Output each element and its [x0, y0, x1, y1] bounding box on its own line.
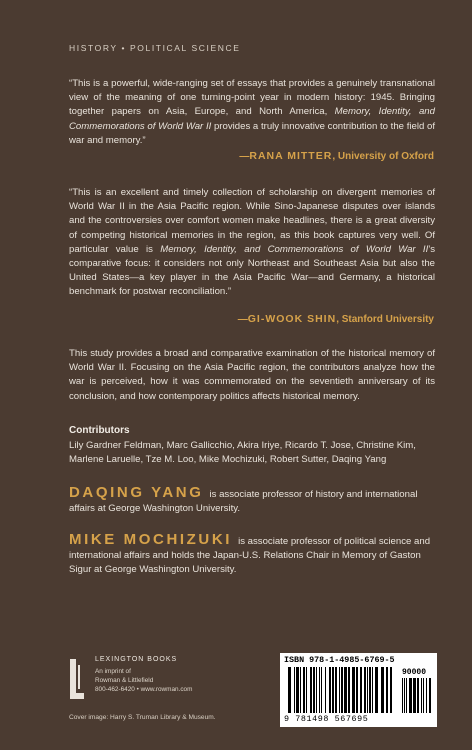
barcode-bar: [429, 678, 431, 713]
barcode-bar: [409, 678, 412, 713]
barcode-bar: [386, 667, 388, 713]
publisher-parent: Rowman & Littlefield: [95, 677, 154, 684]
barcode-bar: [381, 667, 384, 713]
barcode-bar: [423, 678, 424, 713]
quote-text: “This is a powerful, wide-ranging set of essays that provides a genuinely transnational view of the meaning of one turning-point year in modern history: 1945. Bringing together papers on Asia, Europe, and North America,: [69, 78, 435, 118]
isbn-text: ISBN 978-1-4985-6769-5: [284, 655, 395, 665]
category-line: HISTORY • POLITICAL SCIENCE: [69, 43, 241, 53]
barcode-bar: [335, 667, 337, 713]
barcode-bar: [341, 667, 343, 713]
price-code: 90000: [402, 668, 427, 677]
barcode-bar: [402, 678, 403, 713]
barcode-bar: [426, 678, 427, 713]
barcode-bar: [375, 667, 378, 713]
barcode-bar: [332, 667, 334, 713]
author-name: DAQING YANG: [69, 484, 204, 501]
addon-barcode-bars: [402, 678, 432, 713]
review-quote-2: [69, 186, 435, 300]
book-description: This study provides a broad and comparative examination of the historical memory of World War II. Focusing on the Asia Pacific region, the contributors analyze how the war is perceived, how it was commemorated on the seventieth anniversary of its conclusion, and how contemporary politics affects historical memory.: [69, 348, 435, 402]
barcode-bar: [367, 667, 368, 713]
barcode-bar: [372, 667, 373, 713]
barcode-bar: [352, 667, 355, 713]
publisher-imprint: An imprint of: [95, 668, 131, 675]
barcode-bar: [329, 667, 331, 713]
author-bio: is associate professor of history and international affairs at George Washington University.: [69, 489, 418, 515]
barcode-bar: [294, 667, 295, 713]
barcode-bar: [306, 667, 307, 713]
reviewer-affiliation: , Stanford University: [336, 314, 434, 325]
barcode-bar: [356, 667, 358, 713]
quote-text: provides a truly innovative contribution to the field of war and memory.”: [69, 120, 435, 146]
contributors-list: Lily Gardner Feldman, Marc Gallicchio, Akira Iriye, Ricardo T. Jose, Christine Kim, Marlene Laruelle, Tze M. Loo, Mike Mochizuki, Robert Sutter, Daqing Yang: [69, 440, 416, 466]
reviewer-affiliation: , University of Oxford: [332, 151, 434, 162]
barcode-bar: [339, 667, 340, 713]
quote-text: “This is an excellent and timely collection of scholarship on divergent memories of World War II in the Asia Pacific region. While Sino-Japanese disputes over islands and the controversies over comfort women make headlines, there is a great diversity of competing historical memories in the region, as this book captures very well. Of particular value is: [69, 187, 435, 255]
quote-attribution-1: [239, 150, 434, 162]
author-name: MIKE MOCHIZUKI: [69, 531, 233, 548]
author-bio-1: [69, 486, 435, 516]
barcode-bar: [417, 678, 419, 713]
barcode-bar: [360, 667, 362, 713]
barcode-bar: [321, 667, 322, 713]
barcode-bar: [344, 667, 347, 713]
barcode-bar: [313, 667, 315, 713]
barcode-bar: [369, 667, 371, 713]
lexington-logo-icon: [69, 659, 85, 699]
ean-barcode-bars: [288, 667, 396, 713]
quote-text: ’s comparative focus: it considers not only Northeast and Southeast Asia but also the United States—a key player in the Asia Pacific War—and Germany, a historical benchmark for postwar reconciliation.”: [69, 243, 435, 298]
publisher-contact: 800-462-6420 • www.rowman.com: [95, 686, 193, 693]
barcode-bar: [348, 667, 350, 713]
barcode-bar: [316, 667, 317, 713]
barcode-bar: [319, 667, 320, 713]
ean-number: 9 781498 567695: [284, 714, 369, 724]
quote-attribution-2: [238, 313, 434, 325]
barcode-bar: [364, 667, 366, 713]
barcode-bar: [325, 667, 326, 713]
barcode-bar: [288, 667, 291, 713]
book-title: Memory, Identity, and Commemorations of World War II: [69, 106, 435, 132]
barcode: [280, 653, 437, 727]
barcode-bar: [310, 667, 312, 713]
dash: —: [239, 151, 250, 162]
barcode-bar: [303, 667, 305, 713]
barcode-bar: [413, 678, 416, 713]
review-quote-1: [69, 77, 435, 148]
reviewer-name: RANA MITTER: [249, 150, 333, 162]
barcode-bar: [404, 678, 405, 713]
barcode-bar: [406, 678, 407, 713]
barcode-bar: [390, 667, 392, 713]
author-bio-2: [69, 533, 435, 578]
dash: —: [237, 314, 248, 325]
barcode-bar: [296, 667, 299, 713]
book-title: Memory, Identity, and Commemorations of World War II: [160, 243, 429, 255]
cover-credit: Cover image: Harry S. Truman Library & Museum.: [69, 714, 216, 721]
contributors-heading: Contributors: [69, 425, 130, 436]
barcode-bar: [300, 667, 301, 713]
author-bio: is associate professor of political science and international affairs and holds the Japan-U.S. Relations Chair in Memory of Gaston Sigur at George Washington University.: [69, 536, 431, 576]
barcode-bar: [421, 678, 422, 713]
publisher-name: LEXINGTON BOOKS: [95, 656, 178, 663]
reviewer-name: GI-WOOK SHIN: [247, 313, 337, 325]
